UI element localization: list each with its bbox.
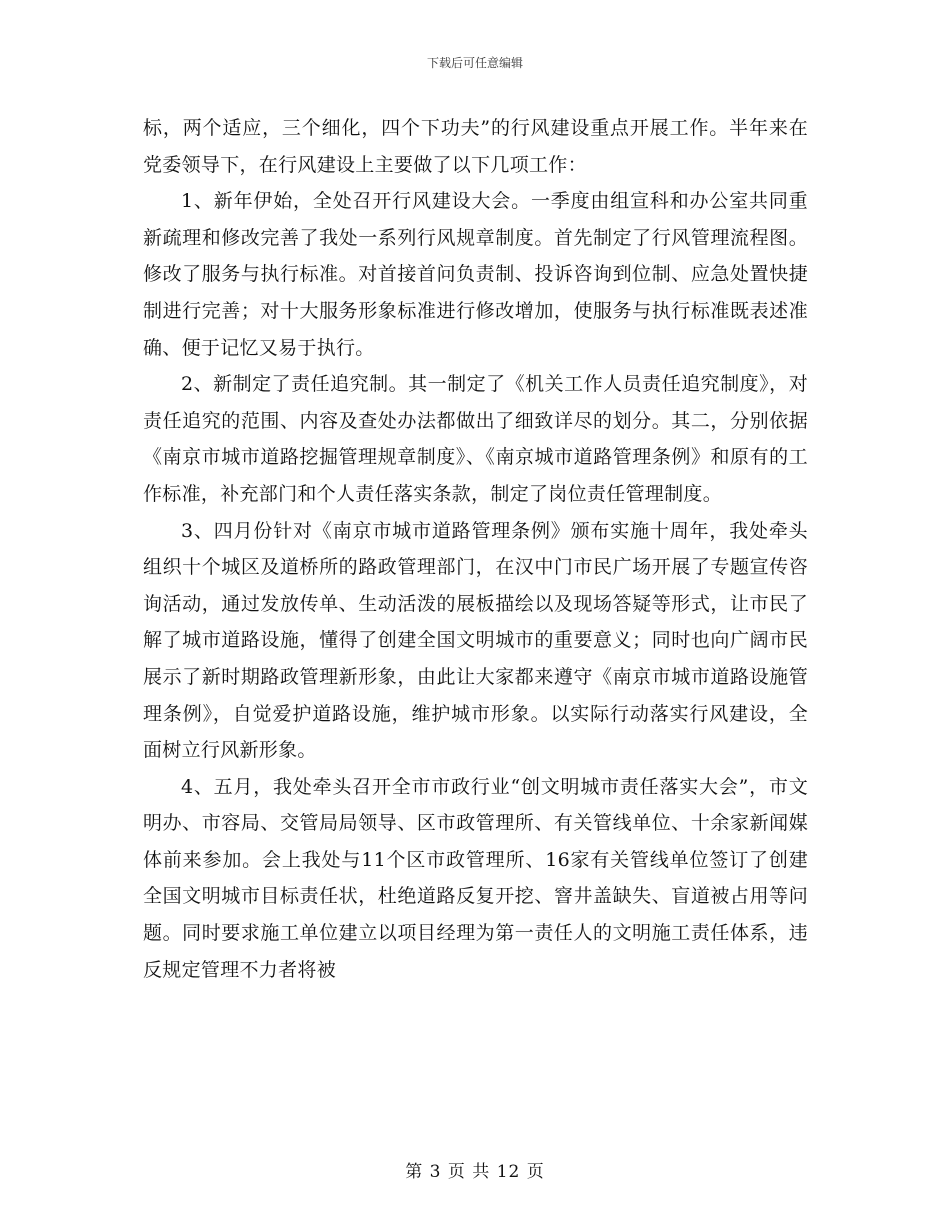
paragraph-item-4: 4、五月，我处牵头召开全市市政行业“创文明城市责任落实大会”，市文明办、市容局、交管局局领导、区市政管理所、有关管线单位、十余家新闻媒体前来参加。会上我处与11个区市政管理所、16家有关管线单位签订了创建全国文明城市目标责任状，杜绝道路反复开挖、窨井盖缺失、盲道被占用等问题。同时要求施工单位建立以项目经理为第一责任人的文明施工责任体系，违反规定管理不力者将被 — [143, 775, 808, 981]
paragraph-item-2: 2、新制定了责任追究制。其一制定了《机关工作人员责任追究制度》，对责任追究的范围、内容及查处办法都做出了细致详尽的划分。其二，分别依据《南京市城市道路挖掘管理规章制度》、《南京城市道路管理条例》和原有的工作标准，补充部门和个人责任落实条款，制定了岗位责任管理制度。 — [143, 373, 808, 505]
page-number: 第 3 页 共 12 页 — [405, 1162, 545, 1182]
paragraph-item-3: 3、四月份针对《南京市城市道路管理条例》颁布实施十周年，我处牵头组织十个城区及道桥所的路政管理部门，在汉中门市民广场开展了专题宣传咨询活动，通过发放传单、生动活泼的展板描绘以及现场答疑等形式，让市民了解了城市道路设施，懂得了创建全国文明城市的重要意义；同时也向广阔市民展示了新时期路政管理新形象，由此让大家都来遵守《南京市城市道路设施管理条例》，自觉爱护道路设施，维护城市形象。以实际行动落实行风建设，全面树立行风新形象。 — [143, 519, 808, 762]
paragraph-intro: 标，两个适应，三个细化，四个下功夫”的行风建设重点开展工作。半年来在党委领导下，在行风建设上主要做了以下几项工作： — [143, 117, 808, 176]
document-body — [143, 110, 808, 988]
paragraph-item-1: 1、新年伊始，全处召开行风建设大会。一季度由组宣科和办公室共同重新疏理和修改完善了我处一系列行风规章制度。首先制定了行风管理流程图。修改了服务与执行标准。对首接首问负责制、投诉咨询到位制、应急处置快捷制进行完善；对十大服务形象标准进行修改增加，使服务与执行标准既表述准确、便于记忆又易于执行。 — [143, 190, 808, 359]
page-header: 下载后可任意编辑 — [426, 56, 523, 70]
